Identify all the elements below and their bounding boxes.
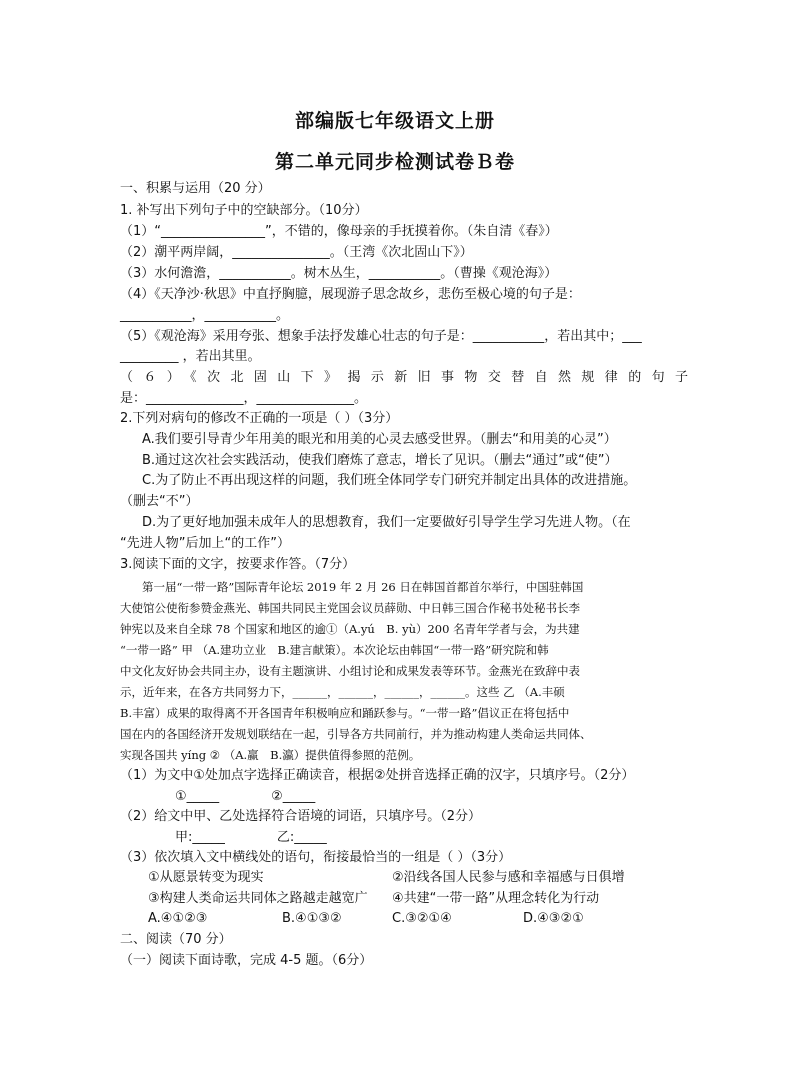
question-text: （5）《观沧海》采用夸张、想象手法抒发雄心壮志的句子是：___________，若出其中；___ bbox=[120, 329, 642, 344]
option-b: B.④①③② bbox=[282, 911, 342, 926]
question-text: 3.阅读下面的文字，按要求作答。（7分） bbox=[120, 557, 356, 572]
question-text: （1）“________________”，不错的，像母亲的手抚摸着你。（朱自清《春》） bbox=[120, 224, 558, 239]
book-title: 部编版七年级语文上册 bbox=[294, 110, 495, 132]
passage-line: 实现各国共 yíng ② （A.赢 B.瀛）提供值得参照的范例。 bbox=[120, 748, 421, 762]
question-text: （2）潮平两岸阔，_______________。（王湾《次北固山下》） bbox=[120, 245, 473, 260]
answer-blanks: 甲:_____ 乙:_____ bbox=[175, 830, 327, 845]
option-d: D.④③②① bbox=[523, 911, 584, 926]
choice-item: ②沿线各国人民参与感和幸福感与日俱增 bbox=[392, 870, 625, 885]
choice-item: ①从愿景转变为现实 bbox=[148, 870, 264, 885]
question-text: ___________，___________。 bbox=[120, 308, 290, 323]
question-text: _________ ，若出其里。 bbox=[120, 349, 261, 364]
section-heading: 一、积累与运用（20 分） bbox=[120, 181, 271, 196]
option-text: B.通过这次社会实践活动，使我们磨炼了意志，增长了见识。（删去“通过”或“使”） bbox=[142, 453, 618, 468]
option-text: （删去“不”） bbox=[120, 494, 199, 509]
passage-line: “一带一路” 甲 （A.建功立业 B.建言献策）。本次论坛由韩国“一带一路”研究院和韩 bbox=[120, 643, 549, 657]
passage-line: 钟宪以及来自全球 78 个国家和地区的逾①（A.yú B. yù）200 名青年学者与会，为共建 bbox=[120, 622, 580, 636]
passage-line: 国在内的各国经济开发规划联结在一起，引导各方共同前行，并为推动构建人类命运共同体、 bbox=[120, 727, 592, 741]
question-text: （3）依次填入文中横线处的语句，衔接最恰当的一组是（ ）（3分） bbox=[120, 850, 512, 865]
option-text: A.我们要引导青少年用美的眼光和用美的心灵去感受世界。（删去“和用美的心灵”） bbox=[142, 432, 617, 447]
question-text: （一）阅读下面诗歌，完成 4-5 题。（6分） bbox=[120, 953, 373, 968]
option-c: C.③②①④ bbox=[392, 911, 452, 926]
option-a: A.④①②③ bbox=[148, 911, 208, 926]
question-text: （4）《天净沙·秋思》中直抒胸臆，展现游子思念故乡，悲伤至极心境的句子是： bbox=[120, 287, 581, 302]
section-heading: 二、阅读（70 分） bbox=[120, 932, 232, 947]
question-text: 1. 补写出下列句子中的空缺部分。（10分） bbox=[120, 203, 368, 218]
passage-line: 中文化友好协会共同主办，设有主题演讲、小组讨论和成果发表等环节。金燕光在致辞中表 bbox=[120, 664, 580, 678]
passage-line: 大使馆公使衔参赞金燕光、韩国共同民主党国会议员薛勋、中日韩三国合作秘书处秘书长李 bbox=[120, 601, 580, 615]
question-text: 2.下列对病句的修改不正确的一项是（ ）（3分） bbox=[120, 411, 399, 426]
passage-line: B.丰富）成果的取得离不开各国青年积极响应和踊跃参与。“一带一路”倡议正在将包括中 bbox=[120, 706, 570, 720]
choice-item: ③构建人类命运共同体之路越走越宽广 bbox=[148, 891, 368, 906]
option-text: D.为了更好地加强未成年人的思想教育，我们一定要做好引导学生学习先进人物。（在 bbox=[142, 515, 631, 530]
choice-item: ④共建“一带一路”从理念转化为行动 bbox=[392, 891, 600, 906]
question-text: 是：_______________，_______________。 bbox=[120, 391, 368, 406]
exam-title: 第二单元同步检测试卷Ｂ卷 bbox=[274, 151, 515, 173]
option-text: “先进人物”后加上“的工作”） bbox=[120, 536, 290, 551]
question-text: （６）《次北固山下》揭示新旧事物交替自然规律的句子 bbox=[120, 370, 688, 385]
question-text: （3）水何澹澹，___________。树木丛生，___________。（曹操《观沧海》） bbox=[120, 266, 558, 281]
question-text: （2）给文中甲、乙处选择符合语境的词语，只填序号。（2分） bbox=[120, 809, 482, 824]
passage-line: 第一届“一带一路”国际青年论坛 2019 年 2 月 26 日在韩国首都首尔举行，中国驻韩国 bbox=[142, 580, 584, 594]
answer-blanks: ①_____ ②_____ bbox=[175, 789, 316, 804]
option-text: C.为了防止不再出现这样的问题，我们班全体同学专门研究并制定出具体的改进措施。 bbox=[142, 473, 637, 488]
question-text: （1）为文中①处加点字选择正确读音，根据②处拼音选择正确的汉字，只填序号。（2分） bbox=[120, 768, 635, 783]
passage-line: 示，近年来，在各方共同努力下，______，______，______，______。这些 乙 （A.丰硕 bbox=[120, 685, 565, 699]
